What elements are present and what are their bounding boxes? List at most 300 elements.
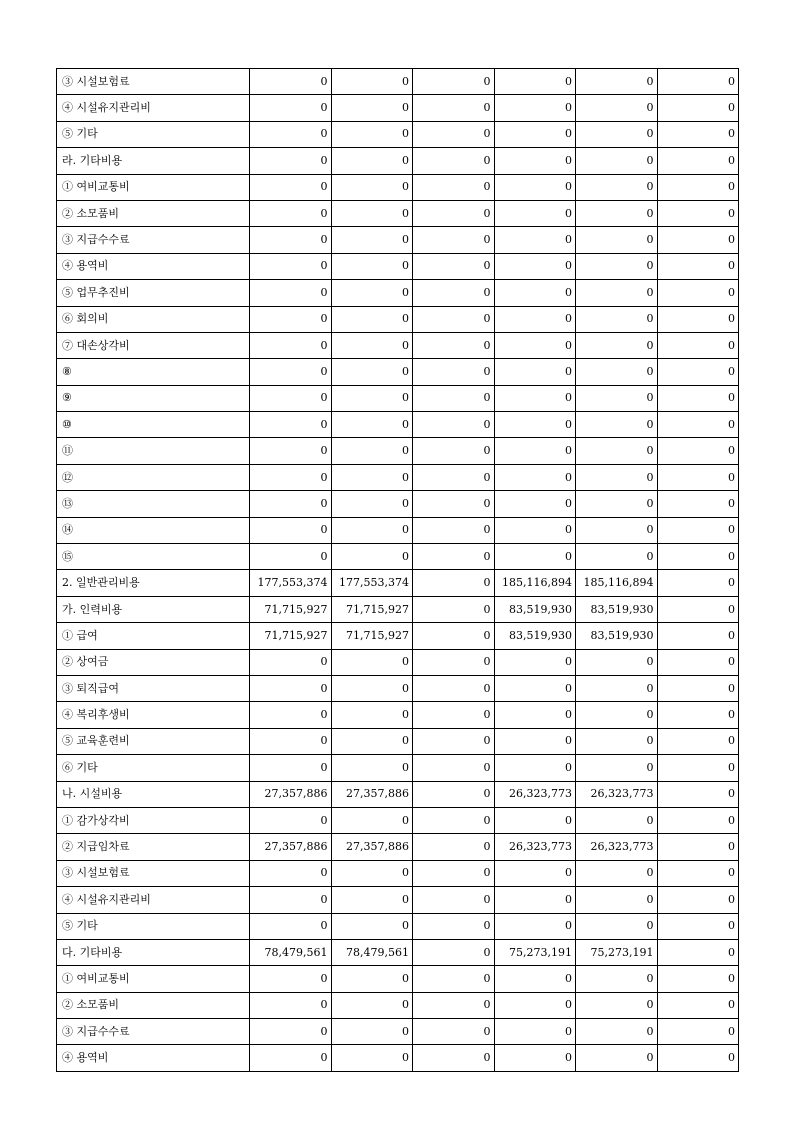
amount-cell: 0 bbox=[494, 649, 576, 675]
amount-cell: 0 bbox=[250, 913, 332, 939]
amount-cell: 0 bbox=[413, 438, 495, 464]
amount-cell: 0 bbox=[413, 623, 495, 649]
amount-cell: 0 bbox=[657, 464, 739, 490]
table-row bbox=[57, 253, 739, 279]
table-row bbox=[57, 966, 739, 992]
amount-cell: 0 bbox=[657, 675, 739, 701]
amount-cell: 0 bbox=[657, 438, 739, 464]
amount-cell: 0 bbox=[576, 675, 658, 701]
amount-cell: 0 bbox=[576, 359, 658, 385]
amount-cell: 0 bbox=[576, 887, 658, 913]
amount-cell: 27,357,886 bbox=[331, 781, 413, 807]
amount-cell: 0 bbox=[494, 544, 576, 570]
table-row bbox=[57, 332, 739, 358]
row-label: ② 소모품비 bbox=[57, 200, 250, 226]
amount-cell: 0 bbox=[576, 306, 658, 332]
amount-cell: 0 bbox=[250, 412, 332, 438]
amount-cell: 177,553,374 bbox=[250, 570, 332, 596]
amount-cell: 0 bbox=[657, 359, 739, 385]
amount-cell: 0 bbox=[576, 1045, 658, 1071]
amount-cell: 0 bbox=[250, 227, 332, 253]
amount-cell: 0 bbox=[413, 781, 495, 807]
row-label: ④ 용역비 bbox=[57, 253, 250, 279]
amount-cell: 0 bbox=[413, 913, 495, 939]
amount-cell: 0 bbox=[250, 95, 332, 121]
amount-cell: 0 bbox=[576, 464, 658, 490]
amount-cell: 0 bbox=[576, 121, 658, 147]
table-row bbox=[57, 570, 739, 596]
amount-cell: 0 bbox=[413, 174, 495, 200]
amount-cell: 0 bbox=[657, 491, 739, 517]
amount-cell: 0 bbox=[331, 887, 413, 913]
amount-cell: 0 bbox=[494, 438, 576, 464]
row-label: ④ 복리후생비 bbox=[57, 702, 250, 728]
amount-cell: 26,323,773 bbox=[494, 834, 576, 860]
amount-cell: 0 bbox=[413, 253, 495, 279]
amount-cell: 0 bbox=[494, 517, 576, 543]
amount-cell: 26,323,773 bbox=[494, 781, 576, 807]
amount-cell: 0 bbox=[657, 306, 739, 332]
amount-cell: 0 bbox=[576, 966, 658, 992]
amount-cell: 71,715,927 bbox=[331, 596, 413, 622]
amount-cell: 0 bbox=[576, 412, 658, 438]
amount-cell: 0 bbox=[413, 649, 495, 675]
amount-cell: 27,357,886 bbox=[250, 781, 332, 807]
amount-cell: 0 bbox=[576, 95, 658, 121]
amount-cell: 0 bbox=[331, 464, 413, 490]
table-row bbox=[57, 807, 739, 833]
amount-cell: 0 bbox=[657, 412, 739, 438]
amount-cell: 0 bbox=[331, 332, 413, 358]
row-label: ③ 지급수수료 bbox=[57, 227, 250, 253]
amount-cell: 0 bbox=[250, 464, 332, 490]
amount-cell: 75,273,191 bbox=[576, 939, 658, 965]
row-label: 라. 기타비용 bbox=[57, 148, 250, 174]
table-row bbox=[57, 359, 739, 385]
row-label: ⑤ 교육훈련비 bbox=[57, 728, 250, 754]
table-row bbox=[57, 412, 739, 438]
amount-cell: 75,273,191 bbox=[494, 939, 576, 965]
amount-cell: 0 bbox=[250, 359, 332, 385]
amount-cell: 0 bbox=[657, 253, 739, 279]
table-row bbox=[57, 148, 739, 174]
amount-cell: 0 bbox=[494, 385, 576, 411]
amount-cell: 0 bbox=[494, 702, 576, 728]
amount-cell: 0 bbox=[494, 966, 576, 992]
amount-cell: 0 bbox=[494, 464, 576, 490]
row-label: ⑤ 업무추진비 bbox=[57, 280, 250, 306]
amount-cell: 0 bbox=[331, 860, 413, 886]
amount-cell: 0 bbox=[413, 491, 495, 517]
amount-cell: 0 bbox=[413, 517, 495, 543]
row-label: 나. 시설비용 bbox=[57, 781, 250, 807]
row-label: ⑬ bbox=[57, 491, 250, 517]
expense-table-body bbox=[57, 69, 739, 1072]
amount-cell: 0 bbox=[657, 1019, 739, 1045]
amount-cell: 0 bbox=[250, 807, 332, 833]
amount-cell: 0 bbox=[250, 200, 332, 226]
amount-cell: 0 bbox=[657, 174, 739, 200]
amount-cell: 0 bbox=[250, 1045, 332, 1071]
table-row bbox=[57, 306, 739, 332]
row-label: 가. 인력비용 bbox=[57, 596, 250, 622]
amount-cell: 0 bbox=[494, 913, 576, 939]
amount-cell: 0 bbox=[413, 887, 495, 913]
amount-cell: 177,553,374 bbox=[331, 570, 413, 596]
amount-cell: 0 bbox=[331, 200, 413, 226]
amount-cell: 0 bbox=[576, 280, 658, 306]
row-label: ⑪ bbox=[57, 438, 250, 464]
table-row bbox=[57, 491, 739, 517]
row-label: ① 감가상각비 bbox=[57, 807, 250, 833]
amount-cell: 0 bbox=[331, 491, 413, 517]
amount-cell: 0 bbox=[331, 517, 413, 543]
row-label: ② 상여금 bbox=[57, 649, 250, 675]
amount-cell: 0 bbox=[576, 755, 658, 781]
amount-cell: 0 bbox=[250, 385, 332, 411]
table-row bbox=[57, 95, 739, 121]
table-row bbox=[57, 596, 739, 622]
amount-cell: 0 bbox=[657, 728, 739, 754]
table-row bbox=[57, 755, 739, 781]
amount-cell: 0 bbox=[657, 860, 739, 886]
amount-cell: 0 bbox=[331, 966, 413, 992]
amount-cell: 0 bbox=[494, 1019, 576, 1045]
table-row bbox=[57, 939, 739, 965]
amount-cell: 0 bbox=[494, 887, 576, 913]
amount-cell: 0 bbox=[331, 913, 413, 939]
amount-cell: 0 bbox=[494, 280, 576, 306]
table-row bbox=[57, 544, 739, 570]
amount-cell: 0 bbox=[250, 174, 332, 200]
amount-cell: 0 bbox=[576, 148, 658, 174]
row-label: ④ 용역비 bbox=[57, 1045, 250, 1071]
row-label: ④ 시설유지관리비 bbox=[57, 887, 250, 913]
amount-cell: 83,519,930 bbox=[576, 596, 658, 622]
amount-cell: 0 bbox=[657, 755, 739, 781]
amount-cell: 0 bbox=[657, 95, 739, 121]
amount-cell: 0 bbox=[576, 332, 658, 358]
amount-cell: 83,519,930 bbox=[494, 623, 576, 649]
row-label: ③ 시설보험료 bbox=[57, 860, 250, 886]
row-label: ① 급여 bbox=[57, 623, 250, 649]
row-label: ⑥ 기타 bbox=[57, 755, 250, 781]
amount-cell: 0 bbox=[250, 1019, 332, 1045]
table-row bbox=[57, 913, 739, 939]
amount-cell: 0 bbox=[413, 675, 495, 701]
amount-cell: 0 bbox=[413, 306, 495, 332]
amount-cell: 0 bbox=[250, 728, 332, 754]
amount-cell: 0 bbox=[576, 728, 658, 754]
amount-cell: 0 bbox=[413, 280, 495, 306]
amount-cell: 0 bbox=[413, 807, 495, 833]
amount-cell: 0 bbox=[576, 807, 658, 833]
amount-cell: 0 bbox=[250, 649, 332, 675]
amount-cell: 0 bbox=[413, 1019, 495, 1045]
amount-cell: 0 bbox=[413, 200, 495, 226]
amount-cell: 0 bbox=[657, 939, 739, 965]
table-row bbox=[57, 438, 739, 464]
amount-cell: 185,116,894 bbox=[494, 570, 576, 596]
amount-cell: 185,116,894 bbox=[576, 570, 658, 596]
row-label: ⑮ bbox=[57, 544, 250, 570]
amount-cell: 0 bbox=[413, 464, 495, 490]
amount-cell: 0 bbox=[576, 1019, 658, 1045]
amount-cell: 0 bbox=[413, 596, 495, 622]
amount-cell: 0 bbox=[413, 227, 495, 253]
amount-cell: 0 bbox=[494, 148, 576, 174]
amount-cell: 0 bbox=[576, 992, 658, 1018]
row-label: ⑦ 대손상각비 bbox=[57, 332, 250, 358]
amount-cell: 0 bbox=[576, 702, 658, 728]
amount-cell: 0 bbox=[576, 438, 658, 464]
amount-cell: 0 bbox=[494, 200, 576, 226]
amount-cell: 26,323,773 bbox=[576, 834, 658, 860]
amount-cell: 83,519,930 bbox=[576, 623, 658, 649]
amount-cell: 0 bbox=[413, 702, 495, 728]
amount-cell: 0 bbox=[413, 728, 495, 754]
table-row bbox=[57, 174, 739, 200]
amount-cell: 0 bbox=[576, 200, 658, 226]
table-row bbox=[57, 280, 739, 306]
row-label: ⑨ bbox=[57, 385, 250, 411]
row-label: ③ 지급수수료 bbox=[57, 1019, 250, 1045]
amount-cell: 0 bbox=[494, 306, 576, 332]
amount-cell: 78,479,561 bbox=[331, 939, 413, 965]
amount-cell: 0 bbox=[657, 1045, 739, 1071]
row-label: ③ 퇴직급여 bbox=[57, 675, 250, 701]
table-row bbox=[57, 517, 739, 543]
table-row bbox=[57, 702, 739, 728]
amount-cell: 0 bbox=[413, 834, 495, 860]
amount-cell: 0 bbox=[494, 807, 576, 833]
amount-cell: 0 bbox=[413, 385, 495, 411]
amount-cell: 0 bbox=[494, 675, 576, 701]
amount-cell: 0 bbox=[250, 491, 332, 517]
amount-cell: 0 bbox=[413, 359, 495, 385]
table-row bbox=[57, 860, 739, 886]
amount-cell: 0 bbox=[413, 412, 495, 438]
amount-cell: 0 bbox=[657, 807, 739, 833]
amount-cell: 0 bbox=[250, 517, 332, 543]
amount-cell: 0 bbox=[331, 253, 413, 279]
amount-cell: 78,479,561 bbox=[250, 939, 332, 965]
amount-cell: 0 bbox=[413, 1045, 495, 1071]
amount-cell: 0 bbox=[657, 649, 739, 675]
amount-cell: 0 bbox=[494, 1045, 576, 1071]
amount-cell: 0 bbox=[657, 385, 739, 411]
amount-cell: 0 bbox=[331, 438, 413, 464]
amount-cell: 0 bbox=[413, 332, 495, 358]
table-row bbox=[57, 69, 739, 95]
amount-cell: 0 bbox=[413, 544, 495, 570]
amount-cell: 0 bbox=[657, 227, 739, 253]
amount-cell: 0 bbox=[250, 755, 332, 781]
table-row bbox=[57, 834, 739, 860]
amount-cell: 0 bbox=[331, 148, 413, 174]
amount-cell: 0 bbox=[576, 253, 658, 279]
amount-cell: 0 bbox=[250, 69, 332, 95]
amount-cell: 0 bbox=[494, 332, 576, 358]
amount-cell: 71,715,927 bbox=[250, 623, 332, 649]
table-row bbox=[57, 675, 739, 701]
amount-cell: 0 bbox=[331, 702, 413, 728]
amount-cell: 0 bbox=[250, 332, 332, 358]
amount-cell: 0 bbox=[250, 438, 332, 464]
row-label: ⑭ bbox=[57, 517, 250, 543]
expense-table bbox=[56, 68, 739, 1072]
row-label: ① 여비교통비 bbox=[57, 174, 250, 200]
amount-cell: 0 bbox=[331, 121, 413, 147]
amount-cell: 0 bbox=[413, 939, 495, 965]
amount-cell: 0 bbox=[331, 385, 413, 411]
amount-cell: 0 bbox=[494, 95, 576, 121]
table-row bbox=[57, 992, 739, 1018]
table-row bbox=[57, 887, 739, 913]
amount-cell: 0 bbox=[331, 1045, 413, 1071]
row-label: ⑤ 기타 bbox=[57, 913, 250, 939]
row-label: ④ 시설유지관리비 bbox=[57, 95, 250, 121]
amount-cell: 0 bbox=[250, 966, 332, 992]
amount-cell: 0 bbox=[657, 517, 739, 543]
amount-cell: 0 bbox=[576, 649, 658, 675]
amount-cell: 0 bbox=[413, 69, 495, 95]
amount-cell: 0 bbox=[576, 385, 658, 411]
amount-cell: 0 bbox=[331, 280, 413, 306]
amount-cell: 0 bbox=[657, 148, 739, 174]
amount-cell: 0 bbox=[494, 253, 576, 279]
amount-cell: 0 bbox=[576, 174, 658, 200]
amount-cell: 0 bbox=[331, 359, 413, 385]
amount-cell: 0 bbox=[494, 491, 576, 517]
amount-cell: 0 bbox=[331, 544, 413, 570]
row-label: 다. 기타비용 bbox=[57, 939, 250, 965]
table-row bbox=[57, 200, 739, 226]
amount-cell: 0 bbox=[331, 807, 413, 833]
row-label: ⑩ bbox=[57, 412, 250, 438]
amount-cell: 0 bbox=[250, 992, 332, 1018]
amount-cell: 0 bbox=[331, 1019, 413, 1045]
amount-cell: 0 bbox=[657, 121, 739, 147]
amount-cell: 0 bbox=[250, 702, 332, 728]
amount-cell: 0 bbox=[657, 913, 739, 939]
amount-cell: 0 bbox=[331, 69, 413, 95]
amount-cell: 0 bbox=[413, 966, 495, 992]
amount-cell: 0 bbox=[576, 491, 658, 517]
amount-cell: 0 bbox=[413, 992, 495, 1018]
row-label: ③ 시설보험료 bbox=[57, 69, 250, 95]
table-row bbox=[57, 623, 739, 649]
amount-cell: 27,357,886 bbox=[250, 834, 332, 860]
row-label: ⑧ bbox=[57, 359, 250, 385]
amount-cell: 0 bbox=[331, 174, 413, 200]
amount-cell: 0 bbox=[494, 755, 576, 781]
amount-cell: 0 bbox=[250, 544, 332, 570]
amount-cell: 0 bbox=[331, 412, 413, 438]
table-row bbox=[57, 385, 739, 411]
amount-cell: 0 bbox=[331, 306, 413, 332]
amount-cell: 0 bbox=[413, 121, 495, 147]
row-label: ② 소모품비 bbox=[57, 992, 250, 1018]
amount-cell: 0 bbox=[657, 623, 739, 649]
amount-cell: 0 bbox=[576, 913, 658, 939]
amount-cell: 0 bbox=[413, 860, 495, 886]
amount-cell: 0 bbox=[494, 359, 576, 385]
amount-cell: 0 bbox=[331, 649, 413, 675]
amount-cell: 0 bbox=[331, 728, 413, 754]
table-row bbox=[57, 121, 739, 147]
table-row bbox=[57, 728, 739, 754]
amount-cell: 27,357,886 bbox=[331, 834, 413, 860]
row-label: ② 지급임차료 bbox=[57, 834, 250, 860]
table-row bbox=[57, 649, 739, 675]
amount-cell: 0 bbox=[657, 834, 739, 860]
amount-cell: 0 bbox=[494, 69, 576, 95]
amount-cell: 0 bbox=[413, 755, 495, 781]
amount-cell: 26,323,773 bbox=[576, 781, 658, 807]
amount-cell: 0 bbox=[250, 306, 332, 332]
amount-cell: 0 bbox=[657, 781, 739, 807]
amount-cell: 0 bbox=[413, 95, 495, 121]
amount-cell: 0 bbox=[494, 728, 576, 754]
amount-cell: 0 bbox=[657, 332, 739, 358]
amount-cell: 83,519,930 bbox=[494, 596, 576, 622]
amount-cell: 0 bbox=[494, 992, 576, 1018]
amount-cell: 0 bbox=[576, 517, 658, 543]
amount-cell: 0 bbox=[657, 887, 739, 913]
row-label: ⑤ 기타 bbox=[57, 121, 250, 147]
amount-cell: 0 bbox=[494, 412, 576, 438]
amount-cell: 0 bbox=[250, 860, 332, 886]
amount-cell: 0 bbox=[250, 280, 332, 306]
amount-cell: 0 bbox=[331, 675, 413, 701]
amount-cell: 0 bbox=[657, 200, 739, 226]
table-row bbox=[57, 227, 739, 253]
amount-cell: 0 bbox=[331, 755, 413, 781]
amount-cell: 0 bbox=[657, 596, 739, 622]
amount-cell: 0 bbox=[657, 702, 739, 728]
row-label: ① 여비교통비 bbox=[57, 966, 250, 992]
amount-cell: 0 bbox=[657, 69, 739, 95]
amount-cell: 71,715,927 bbox=[331, 623, 413, 649]
amount-cell: 0 bbox=[576, 69, 658, 95]
amount-cell: 0 bbox=[250, 121, 332, 147]
amount-cell: 0 bbox=[250, 148, 332, 174]
row-label: ⑥ 회의비 bbox=[57, 306, 250, 332]
amount-cell: 0 bbox=[494, 174, 576, 200]
table-row bbox=[57, 781, 739, 807]
amount-cell: 0 bbox=[657, 544, 739, 570]
amount-cell: 0 bbox=[494, 227, 576, 253]
amount-cell: 0 bbox=[657, 570, 739, 596]
amount-cell: 0 bbox=[494, 860, 576, 886]
amount-cell: 0 bbox=[576, 860, 658, 886]
amount-cell: 71,715,927 bbox=[250, 596, 332, 622]
table-row bbox=[57, 464, 739, 490]
amount-cell: 0 bbox=[413, 148, 495, 174]
amount-cell: 0 bbox=[250, 887, 332, 913]
amount-cell: 0 bbox=[576, 227, 658, 253]
amount-cell: 0 bbox=[494, 121, 576, 147]
amount-cell: 0 bbox=[657, 966, 739, 992]
amount-cell: 0 bbox=[250, 675, 332, 701]
amount-cell: 0 bbox=[250, 253, 332, 279]
amount-cell: 0 bbox=[331, 992, 413, 1018]
amount-cell: 0 bbox=[576, 544, 658, 570]
amount-cell: 0 bbox=[657, 992, 739, 1018]
table-row bbox=[57, 1045, 739, 1071]
table-row bbox=[57, 1019, 739, 1045]
